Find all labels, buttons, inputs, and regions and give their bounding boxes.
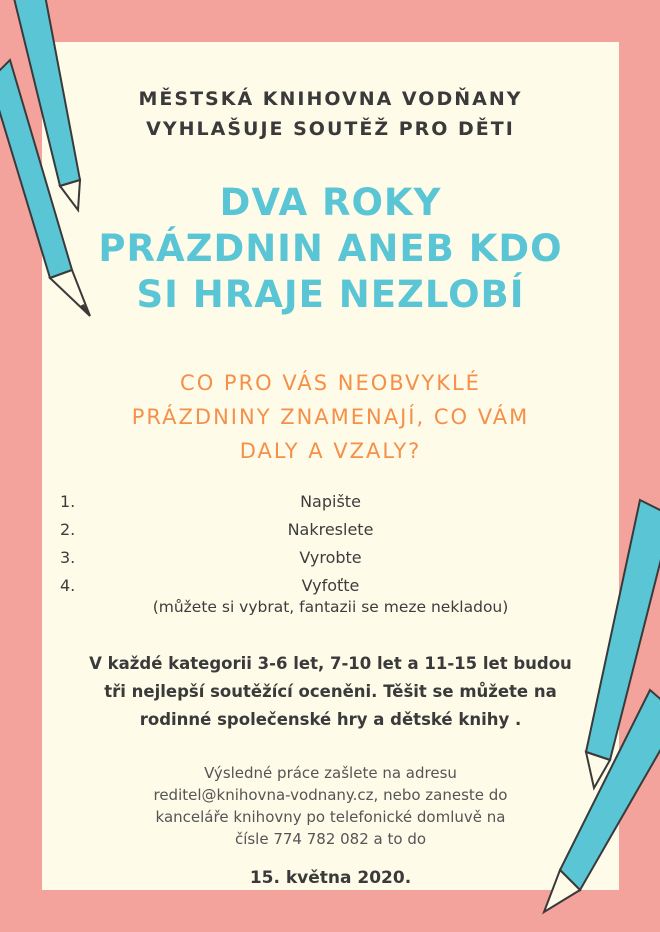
categories-line: tři nejlepší soutěžící oceněni. Těšit se můžete na xyxy=(104,682,557,701)
contact-line: čísle 774 782 082 a to do xyxy=(234,830,427,848)
categories-line: V každé kategorii 3-6 let, 7-10 let a 11-15 let budou xyxy=(89,654,572,673)
contact-line: Výsledné práce zašlete na adresu xyxy=(204,764,457,782)
contact-line: reditel@knihovna-vodnany.cz, nebo zaneste do xyxy=(153,786,508,804)
activity-list xyxy=(42,488,619,600)
categories-line: rodinné společenské hry a dětské knihy . xyxy=(139,710,522,729)
header-line: VYHLAŠUJE SOUTĚŽ PRO DĚTI xyxy=(146,118,515,140)
list-number: 1. xyxy=(60,492,76,511)
question-line: DALY A VZALY? xyxy=(239,439,422,463)
list-text: Vyfoťte xyxy=(301,576,360,595)
list-text: Nakreslete xyxy=(287,520,374,539)
list-number: 3. xyxy=(60,548,76,567)
list-item xyxy=(42,488,619,516)
competition-question xyxy=(42,366,619,468)
list-item xyxy=(42,572,619,600)
title-line: SI HRAJE NEZLOBÍ xyxy=(136,273,525,316)
header-line: MĚSTSKÁ KNIHOVNA VODŇANY xyxy=(138,88,523,110)
list-number: 2. xyxy=(60,520,76,539)
choice-note: (můžete si vybrat, fantazii se meze nekladou) xyxy=(152,598,509,616)
title-line: DVA ROKY xyxy=(219,181,442,224)
list-item xyxy=(42,544,619,572)
organizer-header xyxy=(42,84,619,144)
categories-info xyxy=(42,650,619,734)
list-number: 4. xyxy=(60,576,76,595)
list-text: Vyrobte xyxy=(299,548,362,567)
contact-line: kanceláře knihovny po telefonické domluvě na xyxy=(155,808,506,826)
list-item xyxy=(42,516,619,544)
question-line: CO PRO VÁS NEOBVYKLÉ xyxy=(180,371,481,395)
title-line: PRÁZDNIN ANEB KDO xyxy=(98,227,563,270)
deadline-date: 15. května 2020. xyxy=(249,868,412,888)
question-line: PRÁZDNINY ZNAMENAJÍ, CO VÁM xyxy=(131,405,530,429)
competition-title xyxy=(42,180,619,318)
submission-info xyxy=(42,762,619,850)
list-text: Napište xyxy=(300,492,361,511)
